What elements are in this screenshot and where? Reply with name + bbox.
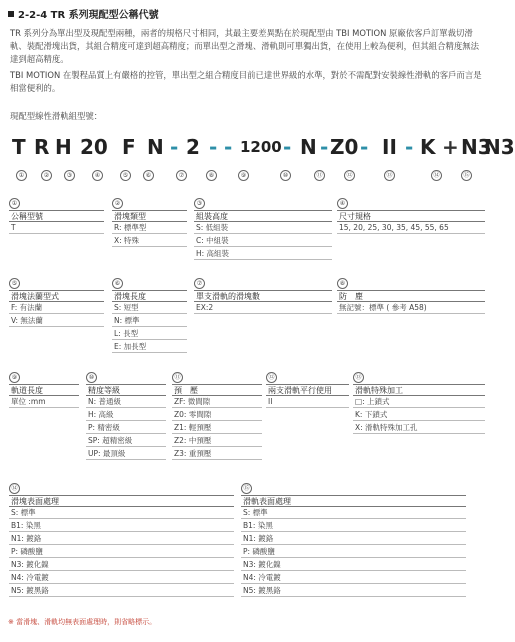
table-cell: P: 磷酸鹽 [241, 546, 466, 558]
table-number: ⑧ [337, 278, 348, 289]
table-header: 軌道長度 [9, 384, 79, 396]
table-cell: P: 精密級 [86, 422, 166, 434]
table-cell: EX:2 [194, 302, 332, 314]
table-header: 尺寸規格 [337, 210, 485, 222]
code-circle-number: ⑧ [206, 170, 217, 181]
code-part: - [320, 135, 329, 159]
table-number: ⑤ [9, 278, 20, 289]
code-circle-number: ⑩ [280, 170, 291, 181]
table-cell: Z2: 中預壓 [172, 435, 262, 447]
table-header: 滑塊法蘭型式 [9, 290, 104, 302]
code-circle-number: ② [41, 170, 52, 181]
table-cell: II [266, 396, 349, 408]
quality-paragraph: TBI MOTION 在製程品質上有嚴格的控管，單出型之組合精度目前已達世界級的水準，對於不需配對安裝線性滑軌的客戶而言是相當便利的。 [10, 70, 482, 93]
table-cell: 無記號：標準 ( 參考 A58) [337, 302, 485, 314]
section-heading-text: 2-2-4 TR 系列現配型公稱代號 [18, 10, 159, 21]
code-circle-number: ⑦ [176, 170, 187, 181]
code-part: - [283, 135, 292, 159]
code-circle-number: ⑬ [384, 170, 395, 181]
code-part: Z0 [330, 135, 359, 159]
footnote: ※ 當滑塊、滑軌均無表面處理時，則省略標示。 [8, 618, 157, 626]
intro-paragraph: TR 系列分為單出型及現配型兩種，兩者的規格尺寸相同，其最主要差異點在於現配型由 TBI MOTION 原廠依客戶訂單裁切滑軌、裝配滑塊出貨，其組合精度可達到超高精度；而單出型之滑塊、滑軌則可單獨出貨，在使用上較為便利，但其組合精度無法達到超高精度。 [10, 28, 479, 64]
code-part: - [224, 135, 233, 159]
code-part: + [442, 135, 459, 159]
table-number: ③ [194, 198, 205, 209]
table-cell: P: 磷酸鹽 [9, 546, 234, 558]
table-cell: H: 高組裝 [194, 248, 332, 260]
table-number: ⑪ [172, 372, 183, 383]
table-cell: N1: 鍍鉻 [241, 533, 466, 545]
table-cell: Z3: 重預壓 [172, 448, 262, 460]
table-cell: UP: 最頂級 [86, 448, 166, 460]
table-cell: N3: 鍍化鎳 [9, 559, 234, 571]
table-cell: V: 無法蘭 [9, 315, 104, 327]
table-cell: N4: 冷電鍍 [9, 572, 234, 584]
code-part: H [55, 135, 72, 159]
table-cell: 單位 :mm [9, 396, 79, 408]
code-part: II [382, 135, 397, 159]
table-number: ⑬ [353, 372, 364, 383]
table-number: ④ [337, 198, 348, 209]
code-circle-number: ④ [92, 170, 103, 181]
table-cell: B1: 染黑 [241, 520, 466, 532]
table-header: 滑軌表面處理 [241, 495, 466, 507]
table-cell: F: 有法蘭 [9, 302, 104, 314]
table-cell: R: 標準型 [112, 222, 187, 234]
table-header: 兩支滑軌平行使用 [266, 384, 349, 396]
code-part: - [405, 135, 414, 159]
table-number: ⑨ [9, 372, 20, 383]
table-number: ⑭ [9, 483, 20, 494]
section-heading [8, 6, 159, 21]
table-cell: ZF: 微間隙 [172, 396, 262, 408]
model-code [12, 134, 515, 160]
code-circle-number: ⑤ [120, 170, 131, 181]
table-cell: N4: 冷電鍍 [241, 572, 466, 584]
table-cell: 15, 20, 25, 30, 35, 45, 55, 65 [337, 222, 485, 234]
code-circle-number: ⑮ [461, 170, 472, 181]
code-part: - [170, 135, 179, 159]
table-number: ⑩ [86, 372, 97, 383]
table-header: 防 塵 [337, 290, 485, 302]
table-cell: S: 標準 [241, 507, 466, 519]
table-cell: L: 長型 [112, 328, 187, 340]
table-cell: N: 標準 [112, 315, 187, 327]
table-cell: Z1: 輕預壓 [172, 422, 262, 434]
table-cell: Z0: 零間隙 [172, 409, 262, 421]
model-label: 現配型線性滑軌組型號： [10, 111, 103, 121]
code-circle-number: ⑨ [238, 170, 249, 181]
table-header: 組裝高度 [194, 210, 332, 222]
table-cell: T [9, 222, 104, 234]
table-header: 滑軌特殊加工 [353, 384, 485, 396]
code-part: - [209, 135, 218, 159]
table-number: ⑫ [266, 372, 277, 383]
table-number: ⑮ [241, 483, 252, 494]
table-cell: SP: 超精密級 [86, 435, 166, 447]
code-circle-number: ③ [64, 170, 75, 181]
code-circle-number: ⑫ [344, 170, 355, 181]
table-cell: B1: 染黑 [9, 520, 234, 532]
code-part: N3 [484, 135, 515, 159]
table-cell: H: 高級 [86, 409, 166, 421]
table-number: ② [112, 198, 123, 209]
table-header: 滑塊類型 [112, 210, 187, 222]
table-header: 公稱型號 [9, 210, 104, 222]
code-circle-number: ① [16, 170, 27, 181]
code-part: 1200 [240, 138, 282, 156]
table-header: 單支滑軌的滑塊數 [194, 290, 332, 302]
table-cell: □: 上鎖式 [353, 396, 485, 408]
table-cell: N3: 鍍化鎳 [241, 559, 466, 571]
square-bullet-icon [8, 11, 14, 17]
table-cell: K: 下鎖式 [353, 409, 485, 421]
code-part: 20 [80, 135, 108, 159]
table-cell: S: 短型 [112, 302, 187, 314]
code-part: - [360, 135, 369, 159]
code-part: F [122, 135, 136, 159]
table-cell: E: 加長型 [112, 341, 187, 353]
table-number: ① [9, 198, 20, 209]
code-part: R [34, 135, 50, 159]
table-header: 滑塊長度 [112, 290, 187, 302]
code-circle-number: ⑪ [314, 170, 325, 181]
table-header: 滑塊表面處理 [9, 495, 234, 507]
code-part: N [300, 135, 317, 159]
code-part: K [420, 135, 436, 159]
table-number: ⑦ [194, 278, 205, 289]
table-number: ⑥ [112, 278, 123, 289]
table-cell: C: 中組裝 [194, 235, 332, 247]
code-part: N [147, 135, 164, 159]
code-circle-number: ⑭ [431, 170, 442, 181]
table-cell: N5: 鍍黑鉻 [9, 585, 234, 597]
code-part: 2 [186, 135, 200, 159]
table-header: 精度等級 [86, 384, 166, 396]
table-cell: N1: 鍍鉻 [9, 533, 234, 545]
code-circle-number: ⑥ [143, 170, 154, 181]
code-part: N3 [461, 135, 492, 159]
table-cell: X: 特殊 [112, 235, 187, 247]
table-cell: N: 普通級 [86, 396, 166, 408]
table-header: 預 壓 [172, 384, 262, 396]
table-cell: X: 滑軌特殊加工孔 [353, 422, 485, 434]
table-cell: N5: 鍍黑鉻 [241, 585, 466, 597]
table-cell: S: 低組裝 [194, 222, 332, 234]
table-cell: S: 標準 [9, 507, 234, 519]
code-part: T [12, 135, 26, 159]
